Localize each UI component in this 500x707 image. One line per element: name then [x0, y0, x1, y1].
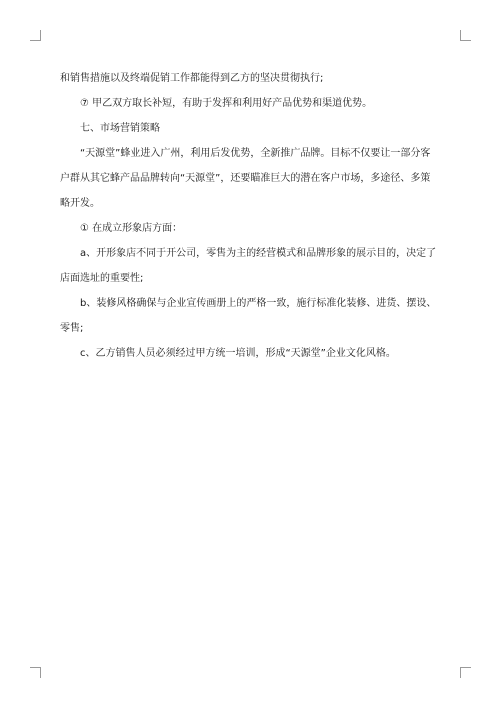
crop-mark-top-right — [460, 30, 471, 41]
paragraph-line: 和销售措施以及终端促销工作都能得到乙方的坚决贯彻执行; — [60, 73, 324, 84]
section-heading: 七、市场营销策略 — [80, 123, 160, 134]
paragraph-line: 零售; — [60, 323, 84, 334]
paragraph-line: “天源堂”蜂业进入广州，利用后发优势，全新推广品牌。目标不仅要让一部分客 — [80, 148, 431, 159]
paragraph-line: 店面选址的重要性; — [60, 273, 144, 284]
list-item-line: c、乙方销售人员必须经过甲方统一培训，形成“天源堂”企业文化风格。 — [80, 348, 396, 359]
paragraph-line: 略开发。 — [60, 198, 100, 209]
list-item-line: ⑦ 甲乙双方取长补短，有助于发挥和利用好产品优势和渠道优势。 — [80, 98, 373, 109]
document-body — [60, 66, 442, 366]
list-item-line: ① 在成立形象店方面： — [80, 223, 183, 234]
crop-mark-bottom-right — [460, 667, 471, 678]
crop-mark-bottom-left — [30, 667, 41, 678]
list-item-line: b、装修风格确保与企业宣传画册上的严格一致，施行标准化装修、进货、摆设、 — [80, 298, 437, 309]
list-item-line: a、开形象店不同于开公司，零售为主的经营模式和品牌形象的展示目的，决定了 — [80, 248, 437, 259]
paragraph-line: 户群从其它蜂产品品牌转向“天源堂”，还要瞄准巨大的潜在客户市场，多途径、多策 — [60, 173, 431, 184]
crop-mark-top-left — [30, 30, 41, 41]
